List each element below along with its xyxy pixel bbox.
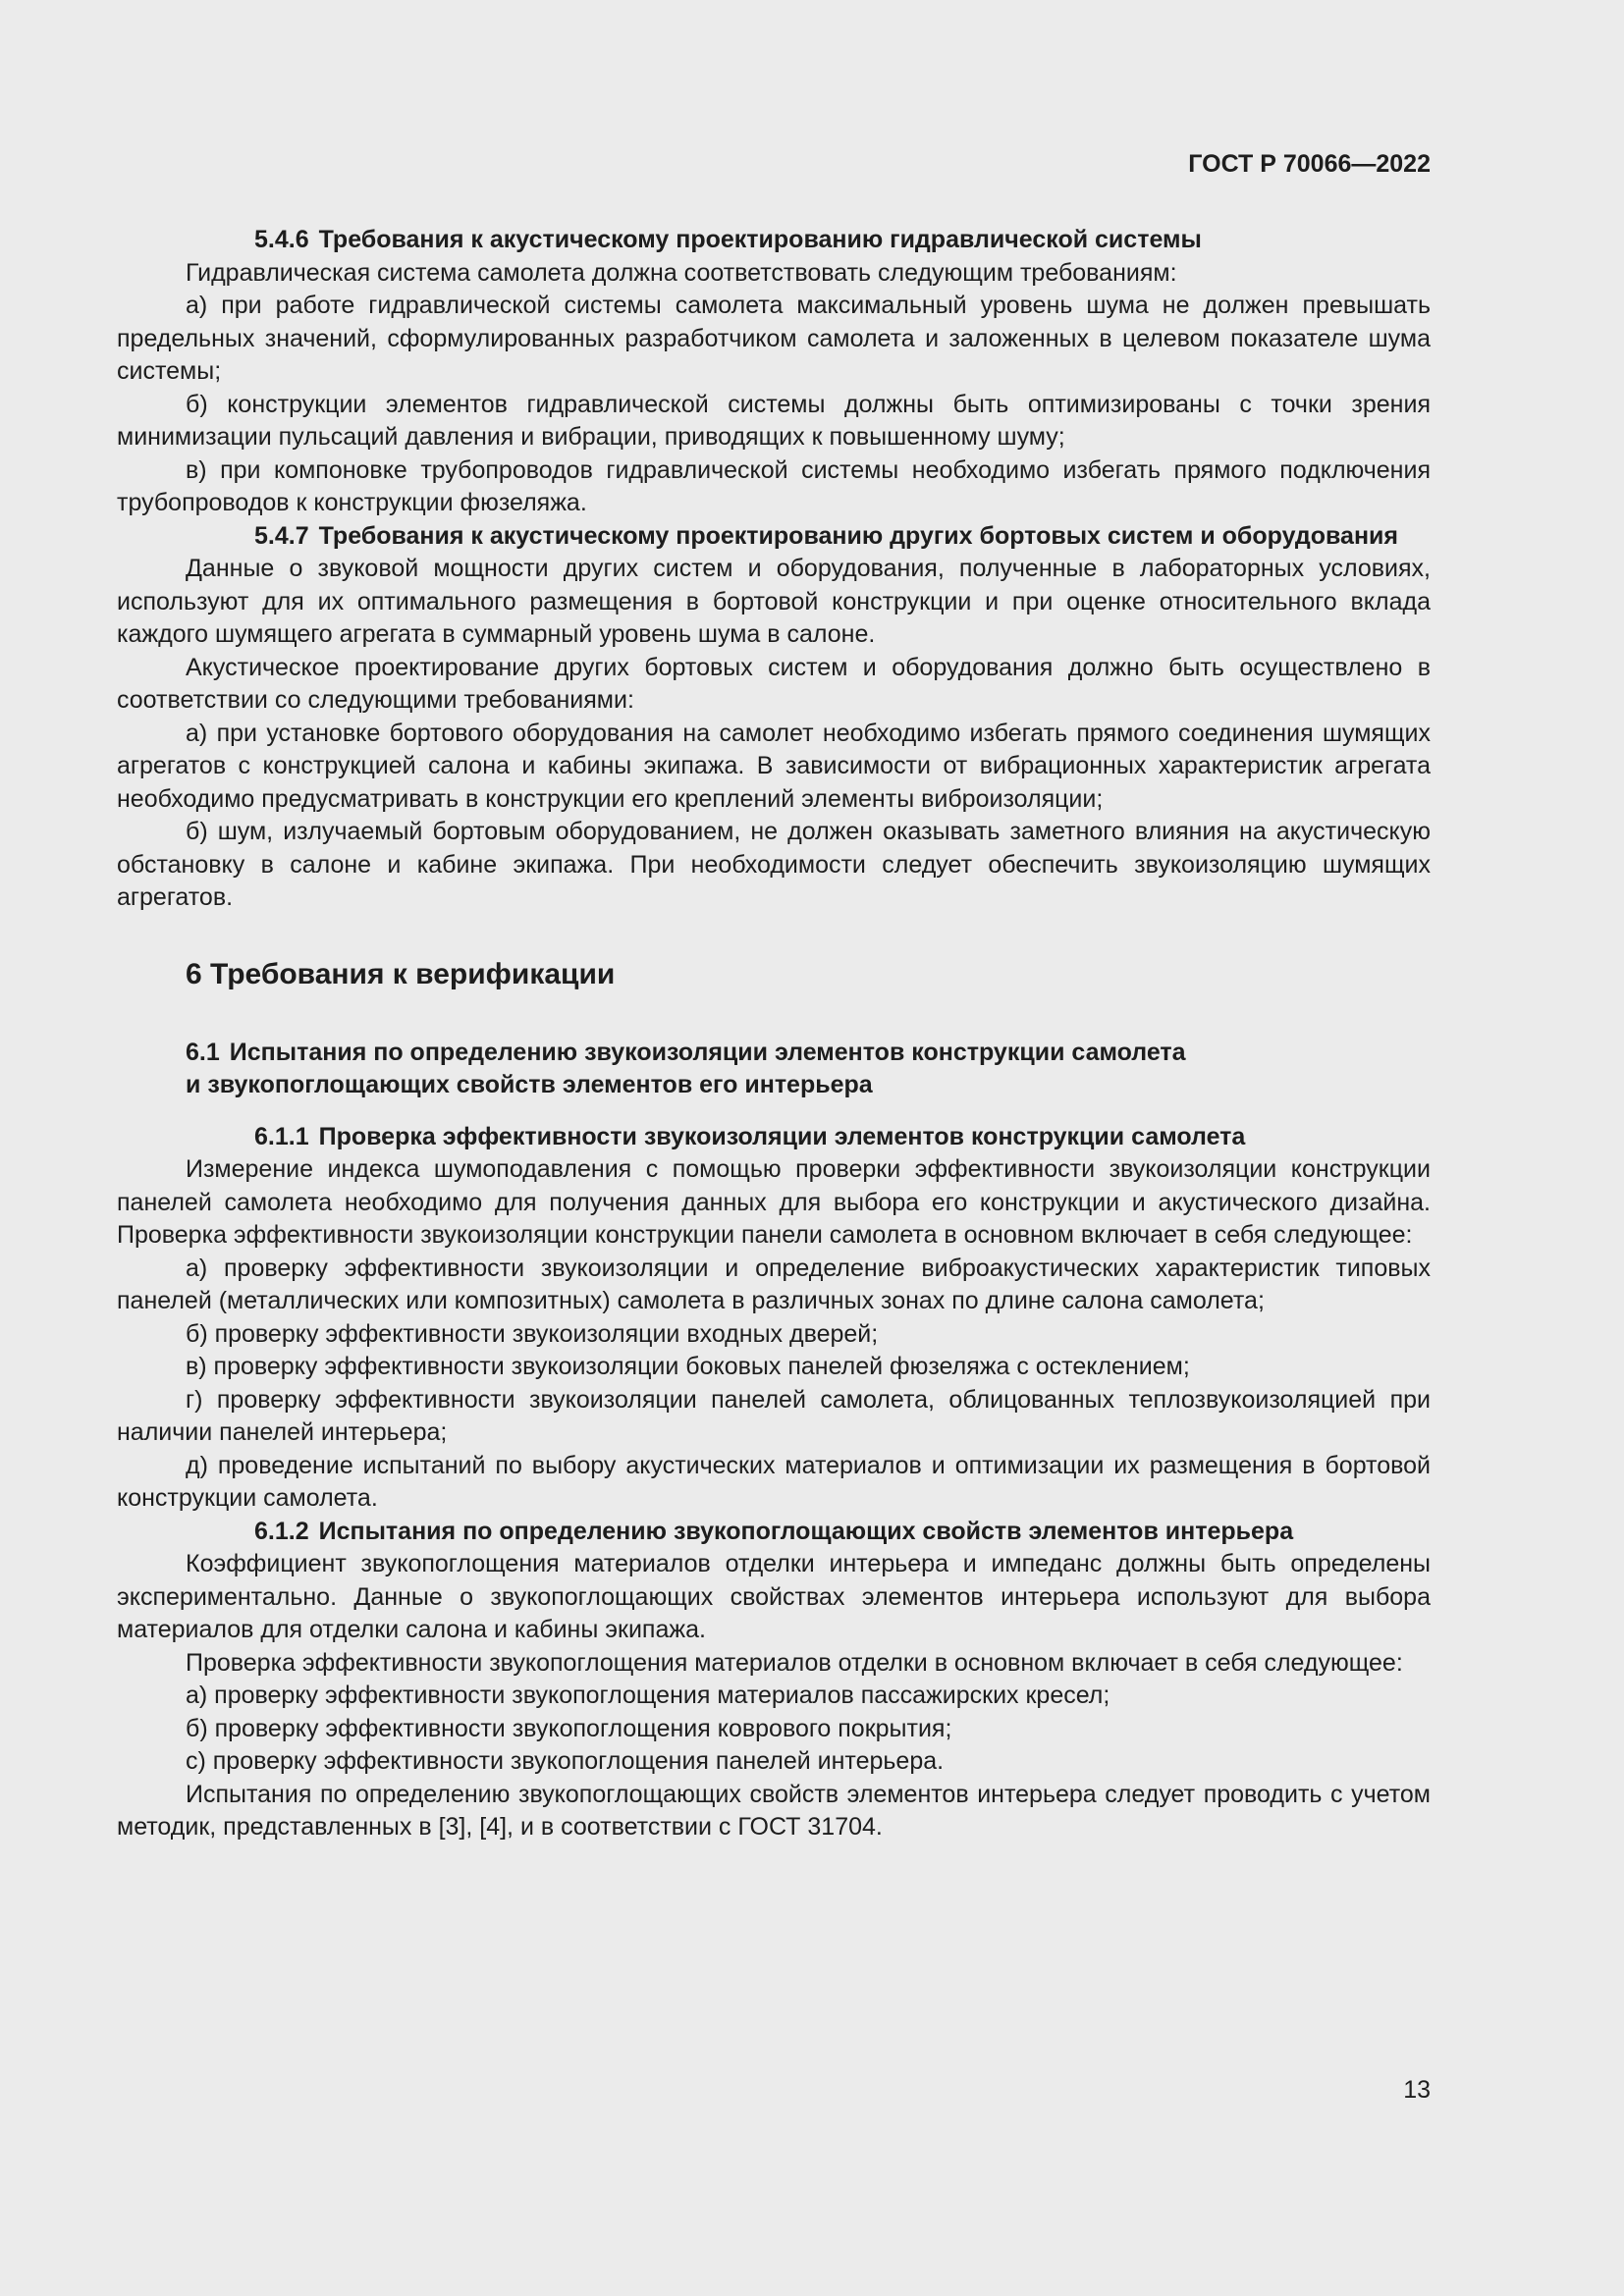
section-heading-5-4-7 [117,520,1431,554]
section-title-line: и звукопоглощающих свойств элементов его интерьера [186,1071,873,1098]
list-item: а) проверку эффективности звукопоглощения материалов пассажирских кресел; [186,1682,1110,1709]
section-heading-6-1-1 [117,1121,1431,1154]
section-title: Требования к акустическому проектированию гидравлической системы [318,226,1202,253]
section-number: 5.4.7 [254,521,309,550]
list-item: б) проверку эффективности звукопоглощения коврового покрытия; [186,1714,952,1742]
section-number: 6.1.1 [254,1122,309,1150]
paragraph: Данные о звуковой мощности других систем и оборудования, полученные в лабораторных условиях, используют для их оптимального размещения в бортовой конструкции и при оценке относительного вклада каждого шумящего агрегата в суммарный уровень шума в салоне. [117,555,1431,648]
page-number: 13 [1403,2076,1431,2104]
paragraph: Проверка эффективности звукопоглощения материалов отделки в основном включает в себя следующее: [186,1648,1403,1677]
list-item: г) проверку эффективности звукоизоляции панелей самолета, облицованных теплозвукоизоляцией при наличии панелей интерьера; [117,1385,1431,1446]
section-heading-6-1 [117,1037,1431,1102]
list-item: б) конструкции элементов гидравлической системы должны быть оптимизированы с точки зрения минимизации пульсаций давления и вибрации, приводящих к повышенному шуму; [117,390,1431,451]
section-number: 5.4.6 [254,226,309,253]
section-title: Испытания по определению звукопоглощающих свойств элементов интерьера [318,1517,1294,1545]
list-item: а) проверку эффективности звукоизоляции и определение виброакустических характеристик типовых панелей (металлических или композитных) самолета в различных зонах по длине салона самолета; [117,1254,1431,1314]
section-title: Требования к акустическому проектированию других бортовых систем и оборудования [318,521,1398,550]
chapter-heading-6: 6 Требования к верификации [186,957,616,990]
paragraph: Коэффициент звукопоглощения материалов отделки интерьера и импеданс должны быть определены экспериментально. Данные о звукопоглощающих свойствах элементов интерьера используют для выбора материалов для отделки салона и кабины экипажа. [117,1550,1431,1643]
section-heading-6-1-2 [117,1516,1431,1549]
list-item: а) при установке бортового оборудования на самолет необходимо избегать прямого соединения шумящих агрегатов с конструкцией салона и кабины экипажа. В зависимости от вибрационных характеристик агрегата необходимо предусматривать в конструкции его креплений элементы виброизоляции; [117,719,1431,813]
list-item: в) при компоновке трубопроводов гидравлической системы необходимо избегать прямого подключения трубопроводов к конструкции фюзеляжа. [117,455,1431,516]
section-title-line: 6.1 Испытания по определению звукоизоляции элементов конструкции самолета [186,1037,1431,1070]
paragraph: Испытания по определению звукопоглощающих свойств элементов интерьера следует проводить с учетом методик, представленных в [3], [4], и в соответствии с ГОСТ 31704. [117,1780,1431,1841]
document-body [117,224,1431,1844]
list-item: в) проверку эффективности звукоизоляции боковых панелей фюзеляжа с остеклением; [186,1353,1190,1380]
list-item: д) проведение испытаний по выбору акустических материалов и оптимизации их размещения в бортовой конструкции самолета. [117,1451,1431,1512]
list-item: б) проверку эффективности звукоизоляции входных дверей; [186,1319,879,1348]
section-number: 6.1.2 [254,1517,309,1545]
section-heading-5-4-6 [117,224,1431,257]
document-header: ГОСТ Р 70066—2022 [1188,150,1431,178]
paragraph: Измерение индекса шумоподавления с помощью проверки эффективности звукоизоляции конструкции панелей самолета необходимо для получения данных для выбора его конструкции и акустического дизайна. Проверка эффективности звукоизоляции конструкции панели самолета в основном включает в себя следующее: [117,1155,1431,1249]
paragraph: Акустическое проектирование других бортовых систем и оборудования должно быть осуществлено в соответствии со следующими требованиями: [117,653,1431,714]
section-number: 6.1 [186,1038,220,1066]
list-item: с) проверку эффективности звукопоглощения панелей интерьера. [186,1747,945,1775]
section-title: Проверка эффективности звукоизоляции элементов конструкции самолета [318,1122,1246,1150]
list-item: а) при работе гидравлической системы самолета максимальный уровень шума не должен превышать предельных значений, сформулированных разработчиком самолета и заложенных в целевом показателе шума системы; [117,292,1431,385]
paragraph: Гидравлическая система самолета должна соответствовать следующим требованиям: [186,258,1177,287]
list-item: б) шум, излучаемый бортовым оборудованием, не должен оказывать заметного влияния на акустическую обстановку в салоне и кабине экипажа. При необходимости следует обеспечить звукоизоляцию шумящих агрегатов. [117,818,1431,911]
